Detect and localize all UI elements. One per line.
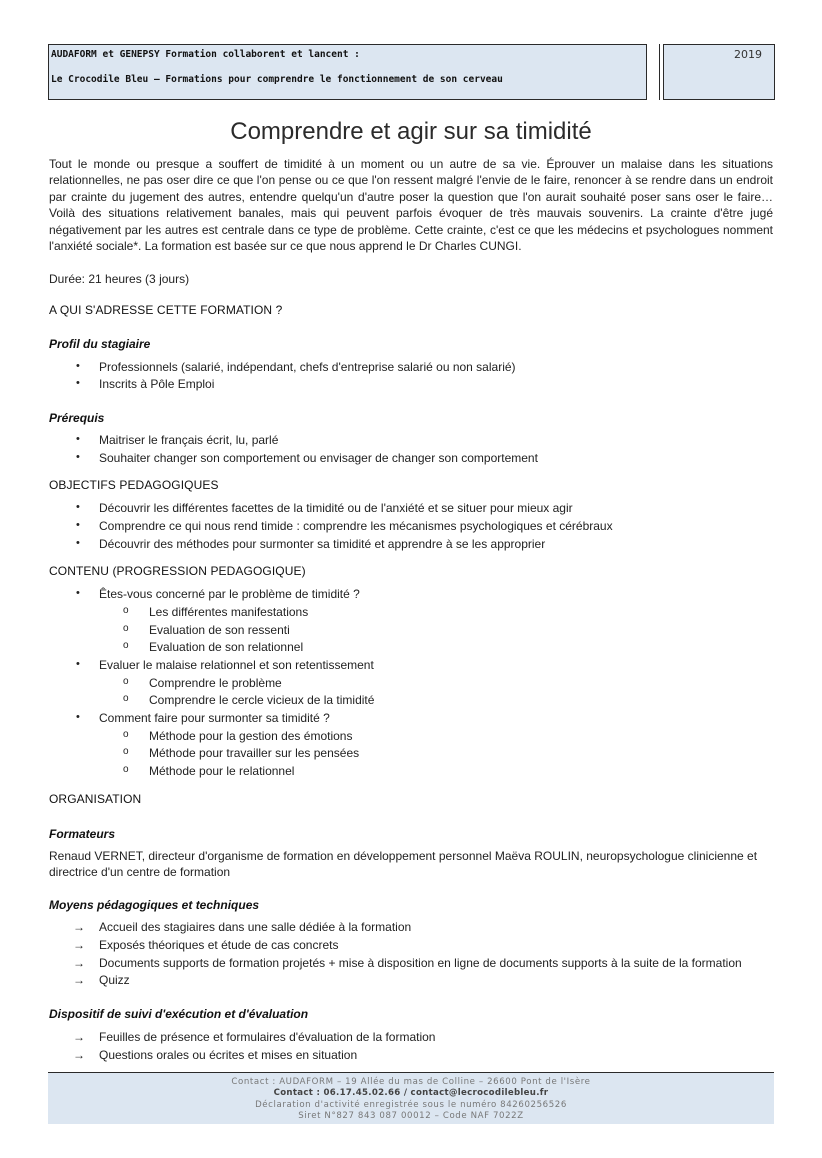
arrow-icon: → — [73, 938, 85, 952]
circle-bullet-icon: o — [123, 640, 129, 651]
section-heading-organisation: ORGANISATION — [49, 792, 142, 806]
arrow-icon: → — [73, 1048, 85, 1062]
footer-contact: Contact : 06.17.45.02.66 / contact@lecrocodilebleu.fr — [273, 1088, 549, 1099]
header-divider — [659, 44, 660, 100]
arrow-icon: → — [73, 956, 85, 970]
trainers-text-line-2: directrice d'un centre de formation — [49, 865, 231, 879]
subheading-trainers: Formateurs — [49, 827, 116, 841]
header-line-2: Le Crocodile Bleu – Formations pour comprendre le fonctionnement de son cerveau — [51, 74, 503, 85]
page-footer — [48, 1072, 774, 1124]
bullet-icon: • — [76, 451, 80, 463]
circle-bullet-icon: o — [123, 605, 129, 616]
arrow-icon: → — [73, 973, 85, 987]
subheading-prerequisites: Prérequis — [49, 411, 105, 425]
arrow-icon: → — [73, 920, 85, 934]
intro-paragraph: Tout le monde ou presque a souffert de timidité à un moment ou un autre de sa vie. Éprouver un malaise dans les situations relationnelles, ne pas oser dire ce que l'on pense ou ce que l'on ressent malgré l'envie de le faire, renoncer à se rendre dans un endroit par crainte du jugement des autres, entendre quelqu'un d'autre poser la question que l'on aurait souhaité poser sans oser le faire… Voilà des situations relativement banales, mais qui peuvent parfois évoquer de très mauvais souvenirs. La crainte d'être jugé négativement par les autres est centrale dans ce type de problème. Cette crainte, c'est ce que les médecins et psychologues nomment l'anxiété sociale*. La formation est basée sur ce que nous apprend le Dr Charles CUNGI. — [49, 157, 773, 254]
bullet-icon: • — [76, 711, 80, 723]
circle-bullet-icon: o — [123, 693, 129, 704]
bullet-icon: • — [76, 519, 80, 531]
section-heading-objectives: OBJECTIFS PEDAGOGIQUES — [49, 478, 219, 492]
page-title: Comprendre et agir sur sa timidité — [230, 118, 592, 145]
bullet-icon: • — [76, 433, 80, 445]
circle-bullet-icon: o — [123, 764, 129, 775]
subheading-means: Moyens pédagogiques et techniques — [49, 898, 260, 912]
section-heading-audience: A QUI S'ADRESSE CETTE FORMATION ? — [49, 303, 283, 317]
footer-siret: Siret N°827 843 087 00012 – Code NAF 7022Z — [298, 1110, 524, 1121]
bullet-icon: • — [76, 587, 80, 599]
circle-bullet-icon: o — [123, 729, 129, 740]
duration: Durée: 21 heures (3 jours) — [49, 272, 190, 286]
circle-bullet-icon: o — [123, 676, 129, 687]
header-banner — [48, 44, 647, 100]
arrow-icon: → — [73, 1030, 85, 1044]
circle-bullet-icon: o — [123, 623, 129, 634]
section-heading-content: CONTENU (PROGRESSION PEDAGOGIQUE) — [49, 564, 306, 578]
subheading-profile: Profil du stagiaire — [49, 337, 151, 351]
bullet-icon: • — [76, 360, 80, 372]
bullet-icon: • — [76, 658, 80, 670]
trainers-text-line-1: Renaud VERNET, directeur d'organisme de formation en développement personnel Maëva ROULIN, neuropsychologue clinicienne et — [49, 849, 758, 863]
header-year-box — [663, 44, 775, 100]
bullet-icon: • — [76, 537, 80, 549]
header-line-1: AUDAFORM et GENEPSY Formation collaborent et lancent : — [51, 49, 360, 60]
header-year: 2019 — [734, 48, 762, 61]
circle-bullet-icon: o — [123, 746, 129, 757]
bullet-icon: • — [76, 377, 80, 389]
subheading-followup: Dispositif de suivi d'exécution et d'évaluation — [49, 1007, 309, 1021]
footer-address: Contact : AUDAFORM – 19 Allée du mas de Colline – 26600 Pont de l'Isère — [231, 1077, 591, 1087]
footer-declaration: Déclaration d'activité enregistrée sous le numéro 84260256526 — [255, 1099, 567, 1110]
bullet-icon: • — [76, 501, 80, 513]
